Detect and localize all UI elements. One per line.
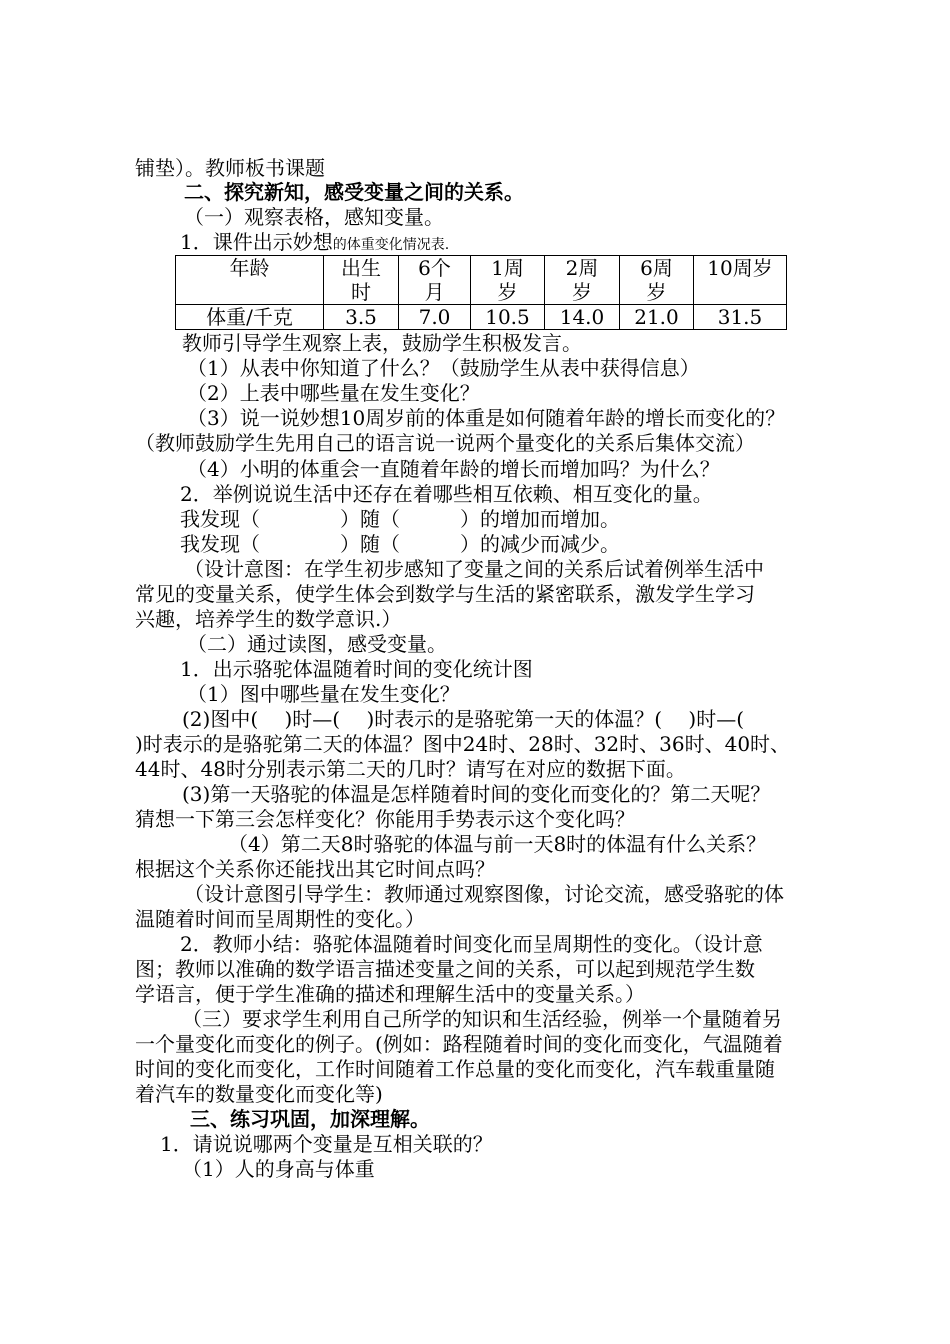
- design-note: 常见的变量关系，使学生体会到数学与生活的紧密联系，激发学生学习: [135, 582, 755, 606]
- table-cell: 14.0: [545, 305, 620, 330]
- table-cell: 10周岁: [694, 256, 787, 305]
- table-cell: 出生 时: [324, 256, 399, 305]
- question-3: (3)第一天骆驼的体温是怎样随着时间的变化而变化的？第二天呢？: [182, 782, 771, 806]
- question-3-cont: 猜想一下第三会怎样变化？你能用手势表示这个变化吗？: [135, 807, 635, 831]
- question-1: （1）图中哪些量在发生变化？: [187, 682, 460, 706]
- paragraph: 2．举例说说生活中还存在着哪些相互依赖、相互变化的量。: [180, 482, 713, 506]
- fill-in-line: 我发现（ ）随（ ）的增加而增加。: [180, 507, 620, 531]
- question-4-cont: 根据这个关系你还能找出其它时间点吗？: [135, 857, 495, 881]
- subsection-3: 着汽车的数量变化而变化等): [135, 1082, 383, 1106]
- subsection-1-title: （一）观察表格，感知变量。: [184, 205, 444, 229]
- subsection-3: 时间的变化而变化，工作时间随着工作总量的变化而变化，汽车载重量随: [135, 1057, 775, 1081]
- subsection-2-title: （二）通过读图，感受变量。: [187, 632, 447, 656]
- question-4: （4）第二天8时骆驼的体温与前一天8时的体温有什么关系？: [228, 832, 767, 856]
- table-cell: 10.5: [471, 305, 545, 330]
- table-row-weight: [176, 305, 787, 330]
- table-cell: 31.5: [694, 305, 787, 330]
- question-2-cont: )时表示的是骆驼第二天的体温？图中24时、28时、32时、36时、40时、: [135, 732, 791, 756]
- intro-line: 铺垫）。教师板书课题: [135, 156, 325, 180]
- design-note: 兴趣，培养学生的数学意识.）: [135, 607, 402, 631]
- table-cell: 7.0: [399, 305, 471, 330]
- table-intro: [180, 230, 449, 257]
- table-header-age: 年龄: [176, 256, 324, 305]
- summary: 2．教师小结：骆驼体温随着时间变化而呈周期性的变化。（设计意: [180, 932, 763, 956]
- question-3: （3）说一说妙想10周岁前的体重是如何随着年龄的增长而变化的？: [187, 406, 786, 430]
- table-cell: 3.5: [324, 305, 399, 330]
- design-note: （设计意图引导学生：教师通过观察图像，讨论交流，感受骆驼的体: [184, 882, 784, 906]
- summary: 学语言，便于学生准确的描述和理解生活中的变量关系。）: [135, 982, 645, 1006]
- table-cell: 6周 岁: [620, 256, 694, 305]
- exercise-1: 1．请说说哪两个变量是互相关联的？: [160, 1132, 493, 1156]
- section-heading-2: 二、探究新知，感受变量之间的关系。: [184, 180, 524, 204]
- paragraph: 1．出示骆驼体温随着时间的变化统计图: [180, 657, 533, 681]
- subsection-3: （三）要求学生利用自己所学的知识和生活经验，例举一个量随着另: [182, 1007, 782, 1031]
- table-cell: 2周 岁: [545, 256, 620, 305]
- question-2-cont: 44时、48时分别表示第二天的几时？请写在对应的数据下面。: [135, 757, 686, 781]
- question-2: (2)图中( )时—( )时表示的是骆驼第一天的体温？( )时—(: [182, 707, 745, 731]
- paragraph: 教师引导学生观察上表，鼓励学生积极发言。: [182, 331, 582, 355]
- question-2: （2）上表中哪些量在发生变化？: [187, 381, 480, 405]
- subsection-3: 一个量变化而变化的例子。(例如：路程随着时间的变化而变化，气温随着: [135, 1032, 783, 1056]
- table-cell: 6个 月: [399, 256, 471, 305]
- table-header-weight: 体重/千克: [176, 305, 324, 330]
- section-heading-3: 三、练习巩固，加深理解。: [190, 1107, 430, 1131]
- question-1: （1）从表中你知道了什么？（鼓励学生从表中获得信息）: [187, 356, 700, 380]
- question-3-note: （教师鼓励学生先用自己的语言说一说两个量变化的关系后集体交流）: [135, 431, 755, 455]
- exercise-item: （1）人的身高与体重: [182, 1157, 375, 1181]
- weight-table: [175, 255, 787, 330]
- table-cell: 1周 岁: [471, 256, 545, 305]
- design-note: （设计意图：在学生初步感知了变量之间的关系后试着例举生活中: [184, 557, 764, 581]
- design-note: 温随着时间而呈周期性的变化。）: [135, 907, 425, 931]
- fill-in-line: 我发现（ ）随（ ）的减少而减少。: [180, 532, 620, 556]
- table-row-age: [176, 256, 787, 305]
- table-cell: 21.0: [620, 305, 694, 330]
- question-4: （4）小明的体重会一直随着年龄的增长而增加吗？为什么？: [187, 457, 720, 481]
- table-intro-main: 1．课件出示妙想: [180, 230, 333, 254]
- table-intro-tail: 的体重变化情况表.: [332, 237, 450, 253]
- summary: 图；教师以准确的数学语言描述变量之间的关系，可以起到规范学生数: [135, 957, 755, 981]
